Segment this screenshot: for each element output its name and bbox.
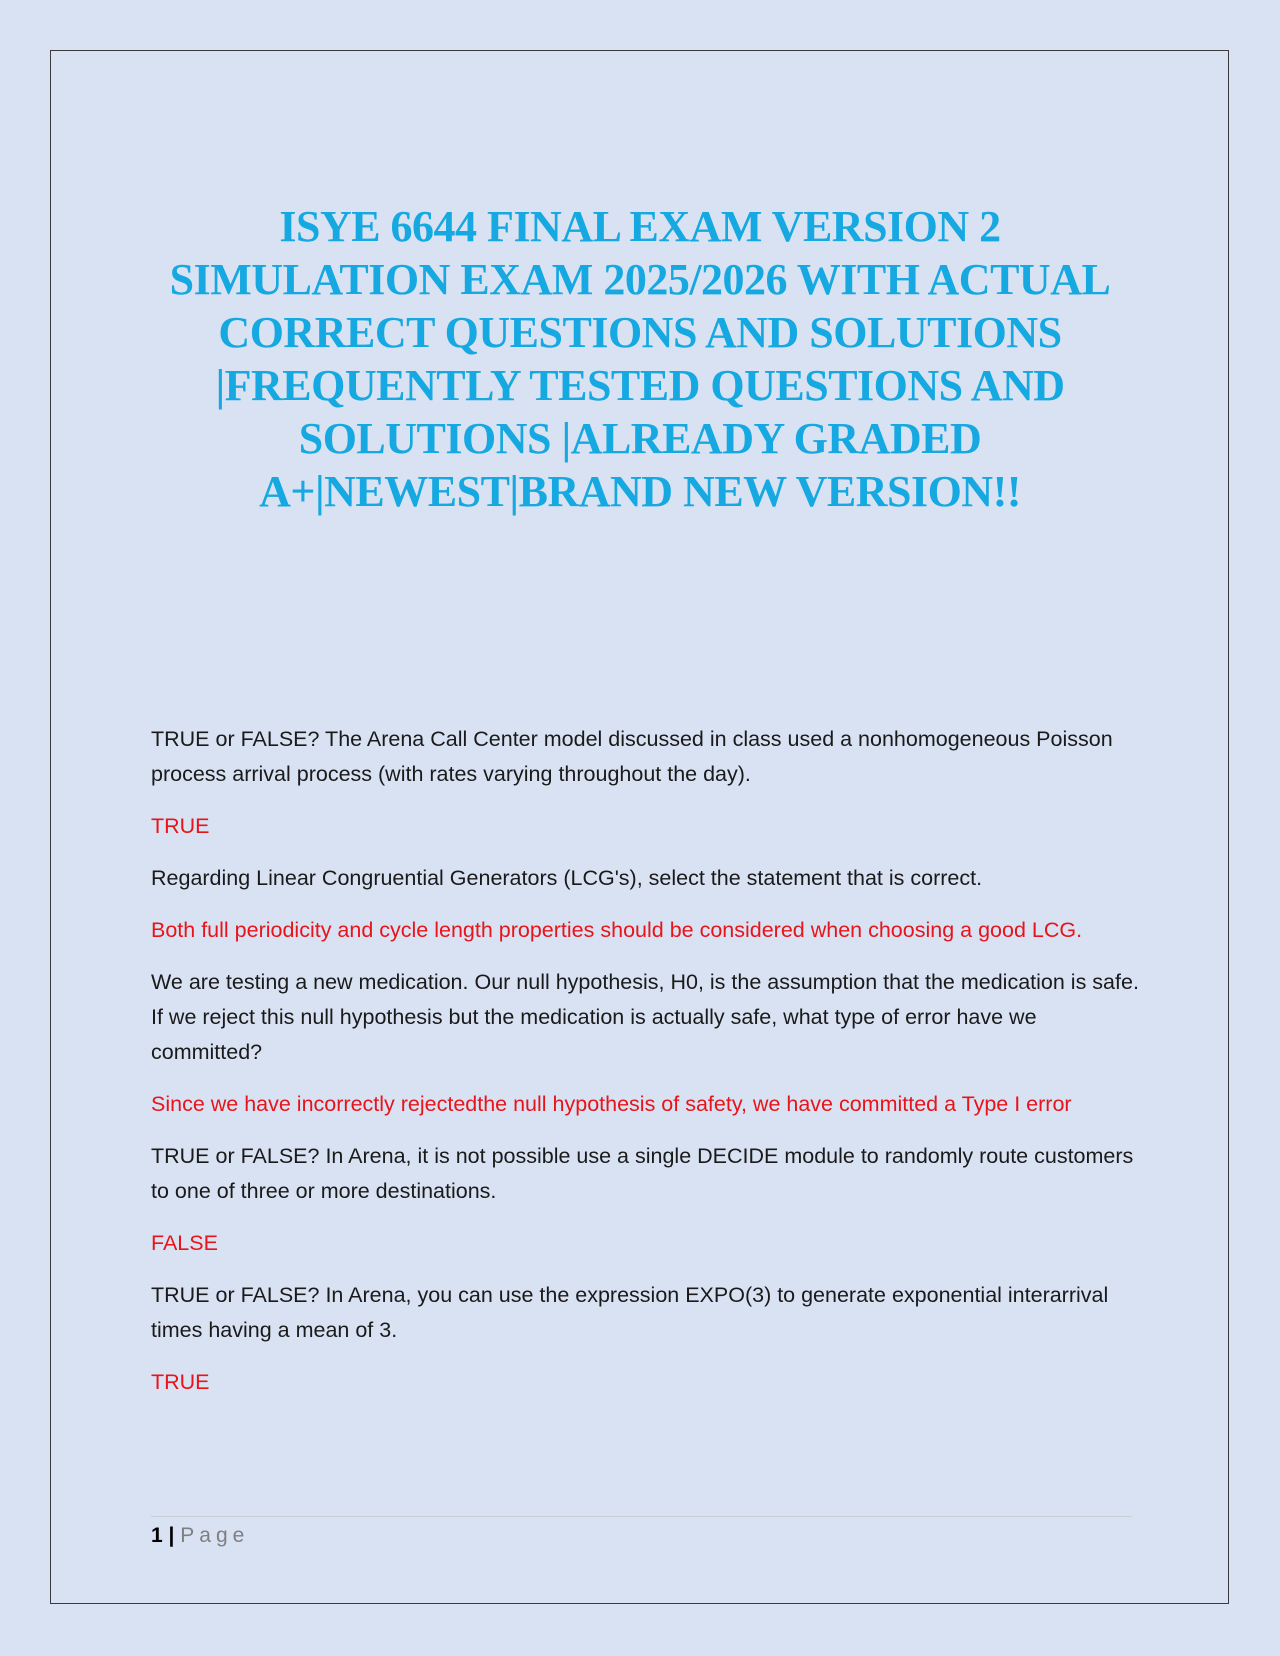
- footer-separator: |: [168, 1524, 175, 1547]
- answer-text: FALSE: [151, 1231, 218, 1255]
- qa-list: [151, 722, 1141, 1417]
- page-footer: [151, 1521, 249, 1551]
- title-line: CORRECT QUESTIONS AND SOLUTIONS: [218, 308, 1062, 357]
- page-number: 1: [151, 1524, 163, 1547]
- page-label: Page: [180, 1524, 250, 1547]
- title-line: |FREQUENTLY TESTED QUESTIONS AND: [215, 361, 1065, 410]
- question-text: We are testing a new medication. Our null hypothesis, H0, is the assumption that the medication is safe. If we reject this null hypothesis but the medication is actually safe, what type of error have we committed?: [151, 970, 1139, 1064]
- footer-divider: [151, 1516, 1132, 1517]
- question-text: TRUE or FALSE? The Arena Call Center model discussed in class used a nonhomogeneous Poisson process arrival process (with rates varying throughout the day).: [151, 727, 1113, 786]
- answer-text: TRUE: [151, 1370, 210, 1394]
- answer-text: TRUE: [151, 814, 210, 838]
- answer-text: Both full periodicity and cycle length properties should be considered when choosing a good LCG.: [151, 918, 1083, 942]
- answer-text: Since we have incorrectly rejectedthe null hypothesis of safety, we have committed a Type I error: [151, 1092, 1072, 1116]
- document-title: [100, 200, 1180, 518]
- title-line: SOLUTIONS |ALREADY GRADED: [298, 414, 982, 463]
- title-line: SIMULATION EXAM 2025/2026 WITH ACTUAL: [169, 255, 1111, 304]
- question-text: TRUE or FALSE? In Arena, you can use the expression EXPO(3) to generate exponential interarrival times having a mean of 3.: [151, 1283, 1109, 1342]
- title-line: A+|NEWEST|BRAND NEW VERSION!!: [259, 467, 1021, 516]
- title-line: ISYE 6644 FINAL EXAM VERSION 2: [279, 202, 1001, 251]
- question-text: TRUE or FALSE? In Arena, it is not possible use a single DECIDE module to randomly route customers to one of three or more destinations.: [151, 1144, 1134, 1203]
- question-text: Regarding Linear Congruential Generators (LCG's), select the statement that is correct.: [151, 866, 983, 890]
